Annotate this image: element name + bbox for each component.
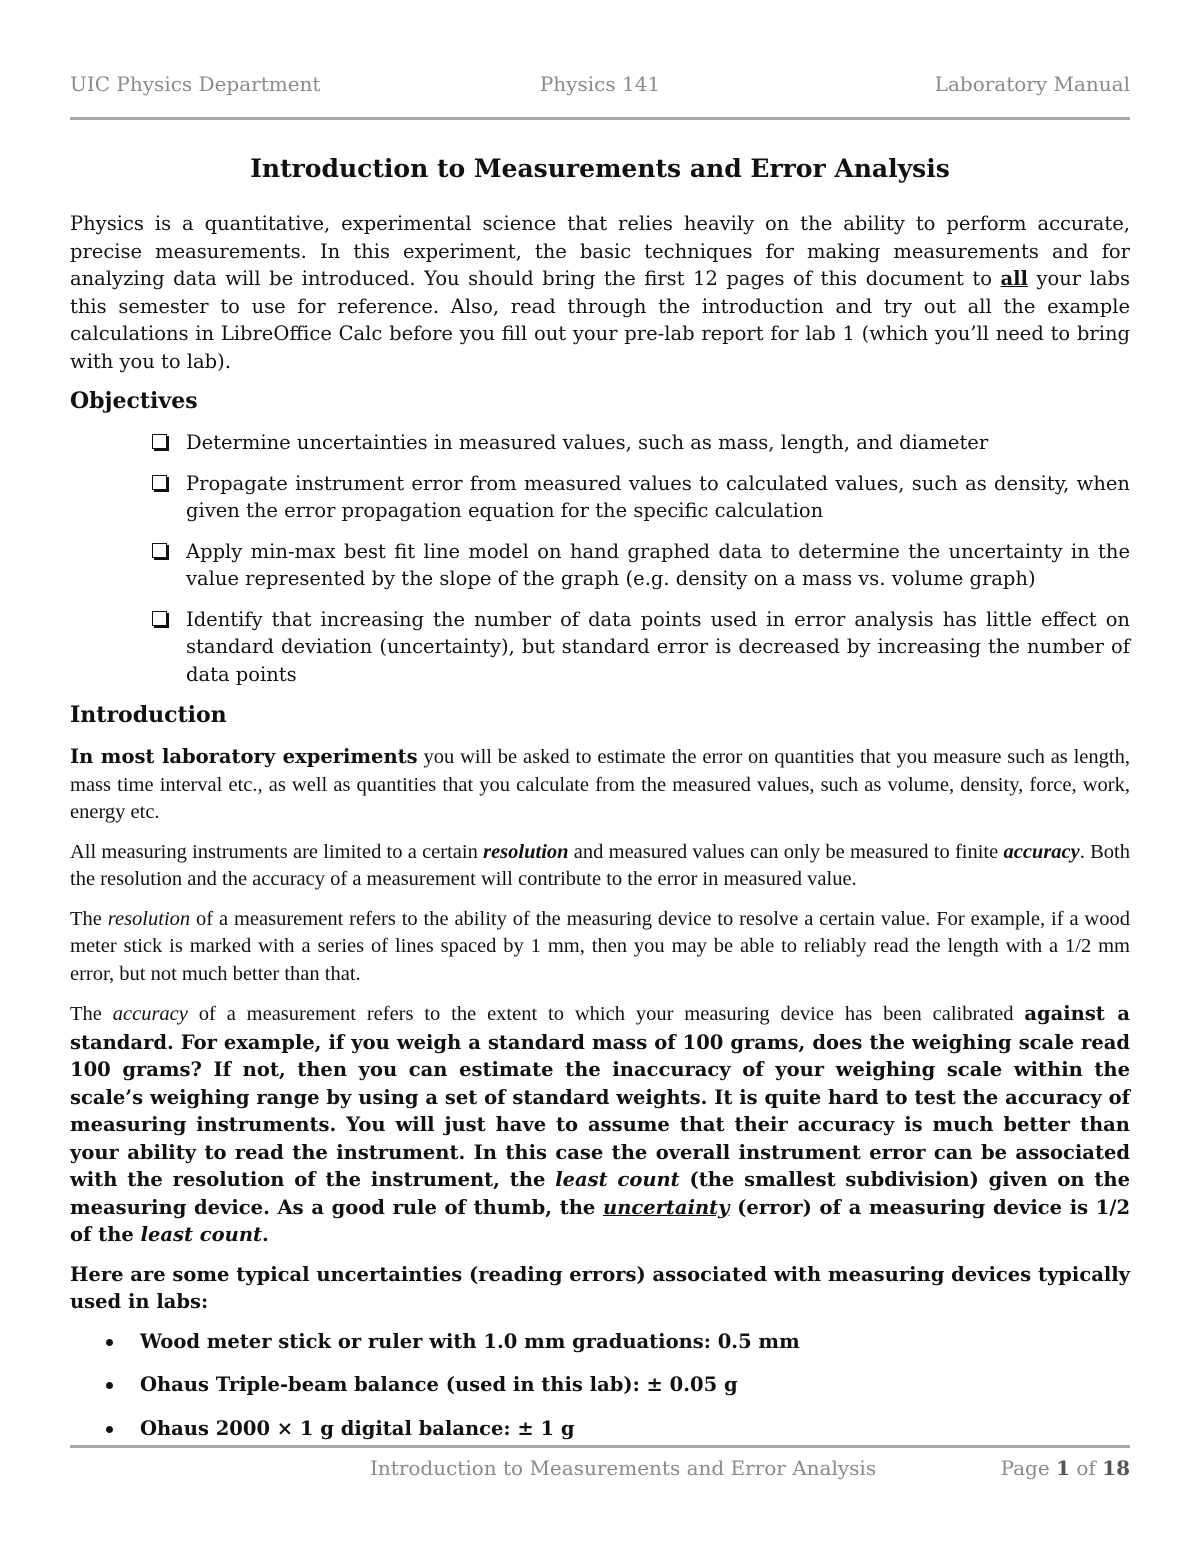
- p2-text-b: and measured values can only be measured to finite: [568, 840, 1004, 863]
- intro-emphasis: all: [1000, 267, 1028, 290]
- document-page: [70, 0, 1130, 1553]
- objective-text: Propagate instrument error from measured values to calculated values, such as density, when given the error propagation equation for the specific calculation: [186, 471, 1130, 522]
- page-header: [70, 72, 1130, 102]
- objective-item: [152, 429, 1130, 457]
- intro-p1-text: you will be asked to estimate the error on quantities that you measure such as length, mass time interval etc., as well as quantities that you calculate from the measured values, such as volume, density, force, work, energy etc.: [70, 746, 1130, 823]
- term-resolution: resolution: [107, 907, 191, 930]
- p4-text-a: The: [70, 1003, 113, 1025]
- page-footer: [70, 1456, 1130, 1486]
- total-pages: 18: [1102, 1456, 1130, 1480]
- p4-text-e: (error) of a measuring device is 1/2 of the: [70, 1195, 1131, 1246]
- term-least-count: least count: [555, 1168, 680, 1191]
- introduction-paragraph-2: [70, 839, 1130, 894]
- bullet-icon: [106, 1426, 113, 1433]
- header-manual: Laboratory Manual: [934, 72, 1130, 96]
- header-department: UIC Physics Department: [70, 72, 321, 96]
- p4-text-b: of a measurement refers to the extent to which your measuring device has been calibrated: [187, 1003, 1025, 1025]
- p4-text-c: against a standard. For example, if you weigh a standard mass of 100 grams, does the weighing scale read 100 grams? If not, then you can estimate the inaccuracy of your weighing scale within the scale’s weighing range by using a set of standard weights. It is quite hard to test the accuracy of measuring instruments. You will just have to assume that their accuracy is much better than your ability to read the instrument. In this case the overall instrument error can be associated with the resolution of the instrument, the: [70, 1002, 1130, 1191]
- term-accuracy: accuracy: [1003, 840, 1080, 863]
- term-least-count: least count: [140, 1223, 263, 1246]
- device-item: [104, 1328, 1130, 1356]
- device-item: [104, 1415, 1130, 1443]
- p2-text-a: All measuring instruments are limited to a certain: [70, 840, 484, 863]
- bullet-icon: [106, 1339, 113, 1346]
- document-title: Introduction to Measurements and Error Analysis: [250, 154, 950, 183]
- checkbox-icon: [152, 434, 167, 449]
- intro-lead: In most laboratory experiments: [70, 745, 418, 768]
- document-body: [70, 152, 1130, 1458]
- p3-text-a: The: [70, 907, 108, 930]
- objective-text: Identify that increasing the number of data points used in error analysis has little effect on standard deviation (uncertainty), but standard error is decreased by increasing the number of data points: [186, 607, 1130, 686]
- term-resolution: resolution: [483, 840, 569, 863]
- p3-text-b: of a measurement refers to the ability of the measuring device to resolve a certain value. For example, if a wood meter stick is marked with a series of lines spaced by 1 mm, then you may be able to reliably read the length with a 1/2 mm error, but not much better than that.: [70, 907, 1130, 985]
- objective-item: [152, 470, 1130, 525]
- objective-item: [152, 606, 1130, 689]
- introduction-paragraph-5: [70, 1261, 1130, 1316]
- term-uncertainty: uncertainty: [603, 1195, 730, 1219]
- objectives-list: [70, 429, 1130, 688]
- footer-title: Introduction to Measurements and Error Analysis: [370, 1456, 877, 1480]
- page-number: [1001, 1456, 1130, 1480]
- intro-paragraph: [70, 210, 1130, 375]
- device-list: [70, 1328, 1130, 1443]
- device-text: Wood meter stick or ruler with 1.0 mm graduations: 0.5 mm: [140, 1329, 800, 1353]
- introduction-heading: Introduction: [70, 702, 227, 728]
- checkbox-icon: [152, 543, 167, 558]
- intro-text-2: your labs this semester to use for reference. Also, read through the introduction and try out all the example calculations in LibreOffice Calc before you fill out your pre-lab report for lab 1 (which you’ll need to bring with you to lab).: [70, 267, 1130, 373]
- device-text: Ohaus Triple-beam balance (used in this lab): ± 0.05 g: [140, 1373, 738, 1396]
- intro-text-1: Physics is a quantitative, experimental science that relies heavily on the ability to perform accurate, precise measurements. In this experiment, the basic techniques for making measurements and for analyzing data will be introduced. You should bring the first 12 pages of this document to: [70, 212, 1130, 290]
- checkbox-icon: [152, 475, 167, 490]
- page-word: Page: [1000, 1456, 1050, 1480]
- objective-item: [152, 538, 1130, 593]
- objectives-heading: Objectives: [70, 388, 198, 414]
- header-course: Physics 141: [539, 72, 661, 96]
- checkbox-icon: [152, 611, 167, 626]
- current-page: 1: [1056, 1456, 1070, 1480]
- introduction-paragraph-3: [70, 906, 1130, 989]
- objective-text: Apply min-max best fit line model on hand graphed data to determine the uncertainty in the value represented by the slope of the graph (e.g. density on a mass vs. volume graph): [186, 539, 1130, 590]
- of-word: of: [1076, 1456, 1096, 1480]
- bullet-icon: [106, 1382, 113, 1389]
- footer-divider: [70, 1445, 1130, 1448]
- term-accuracy: accuracy: [112, 1003, 188, 1025]
- p5-text: Here are some typical uncertainties (reading errors) associated with measuring devices typically used in labs:: [70, 1262, 1130, 1313]
- objective-text: Determine uncertainties in measured values, such as mass, length, and diameter: [186, 431, 989, 454]
- introduction-paragraph-4: [70, 1000, 1130, 1249]
- header-divider: [70, 117, 1130, 120]
- introduction-paragraph-1: [70, 743, 1130, 827]
- p4-text-f: .: [262, 1223, 269, 1246]
- device-text: Ohaus 2000 × 1 g digital balance: ± 1 g: [140, 1416, 575, 1440]
- p4-text-d: (the smallest subdivision) given on the measuring device. As a good rule of thumb, the: [70, 1168, 1130, 1219]
- p2-text-c: . Both the resolution and the accuracy of a measurement will contribute to the error in measured value.: [70, 840, 1131, 890]
- device-item: [104, 1371, 1130, 1399]
